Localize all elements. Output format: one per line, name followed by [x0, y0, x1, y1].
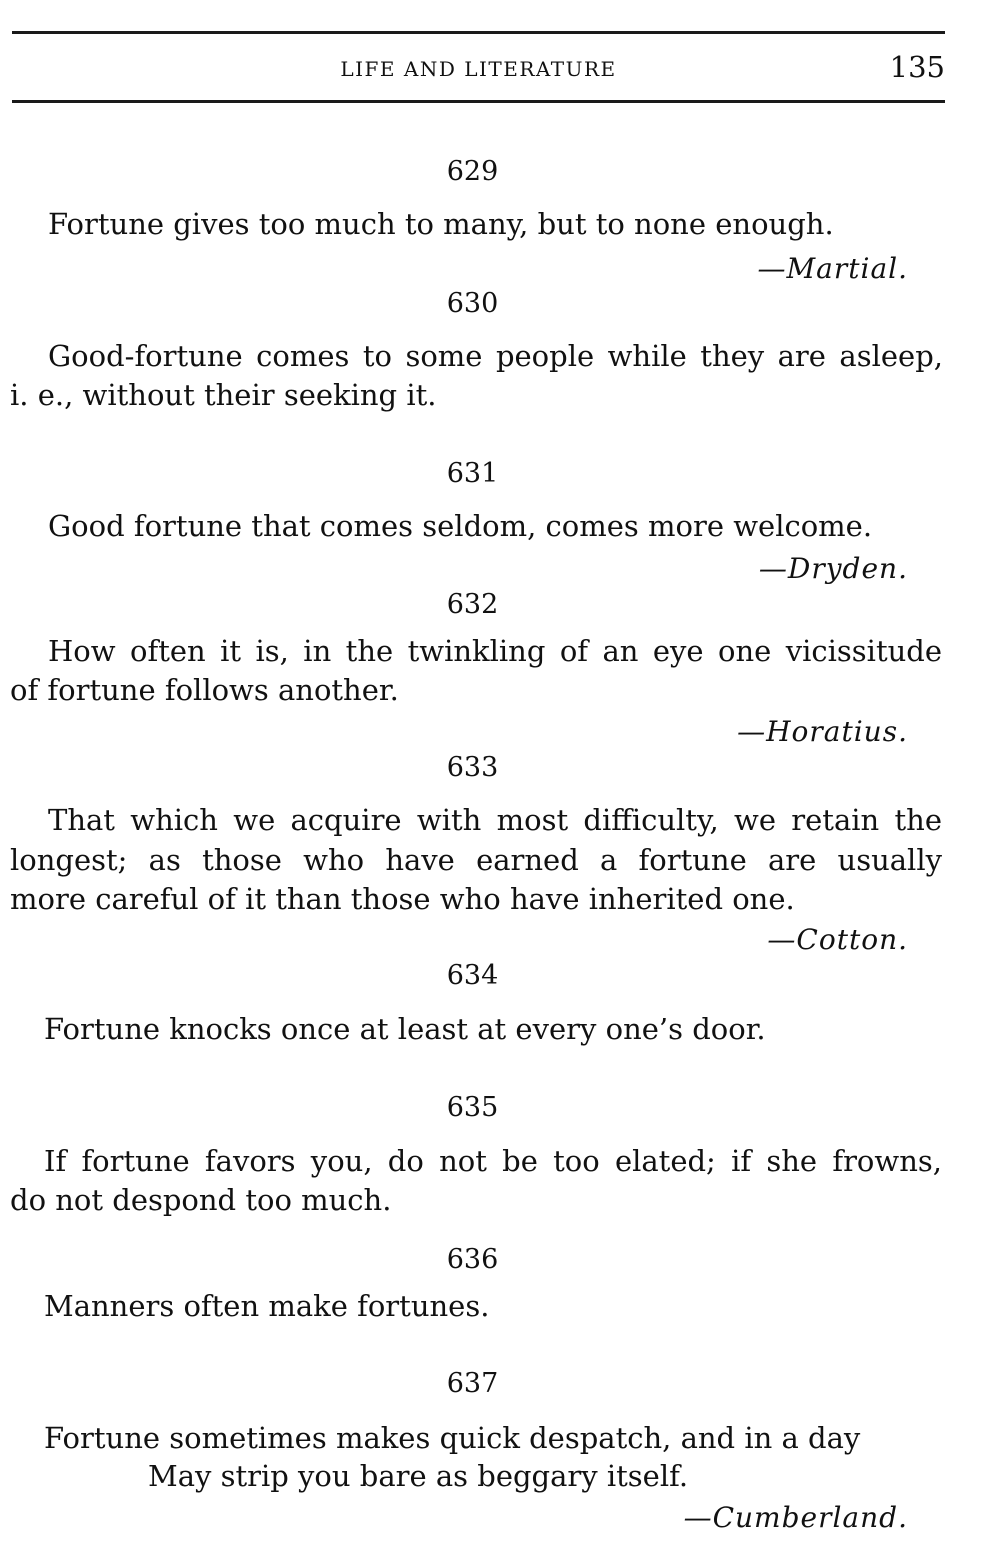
- entry-632-attribution: —Horatius.: [737, 715, 908, 748]
- header-bottom-rule: [12, 100, 945, 103]
- entry-630-line-1: Good-fortune comes to some people while they are asleep,: [48, 339, 943, 373]
- entry-number-634: 634: [446, 960, 499, 991]
- running-title: LIFE AND LITERATURE: [340, 57, 617, 81]
- entry-631-line-1: Good fortune that comes seldom, comes more welcome.: [48, 509, 873, 543]
- entry-633-line-1: That which we acquire with most difficulty, we retain the: [48, 803, 942, 837]
- entry-number-637: 637: [446, 1368, 499, 1399]
- entry-number-636: 636: [446, 1244, 499, 1275]
- entry-number-630: 630: [446, 288, 499, 319]
- entry-634-line-1: Fortune knocks once at least at every one’s door.: [44, 1012, 766, 1046]
- entry-number-631: 631: [446, 458, 499, 489]
- entry-630-line-2: i. e., without their seeking it.: [10, 378, 437, 412]
- entry-637-line-2: May strip you bare as beggary itself.: [148, 1459, 689, 1493]
- entry-635-line-1: If fortune favors you, do not be too elated; if she frowns,: [44, 1144, 942, 1178]
- entry-637-line-1: Fortune sometimes makes quick despatch, and in a day: [44, 1421, 861, 1455]
- entry-number-633: 633: [446, 752, 499, 783]
- entry-number-629: 629: [446, 156, 499, 187]
- entry-635-line-2: do not despond too much.: [10, 1183, 392, 1217]
- running-head: [12, 50, 945, 85]
- entry-629-attribution: —Martial.: [757, 252, 908, 285]
- entry-632-line-1: How often it is, in the twinkling of an eye one vicissitude: [48, 634, 942, 668]
- page-number: 135: [889, 50, 945, 84]
- entry-number-635: 635: [446, 1092, 499, 1123]
- entry-632-line-2: of fortune follows another.: [10, 673, 399, 707]
- entry-636-line-1: Manners often make fortunes.: [44, 1289, 490, 1323]
- entry-633-attribution: —Cotton.: [767, 923, 908, 956]
- header-top-rule: [12, 31, 945, 34]
- entry-637-attribution: —Cumberland.: [683, 1501, 908, 1534]
- entry-629-line-1: Fortune gives too much to many, but to none enough.: [48, 207, 834, 241]
- entry-631-attribution: —Dryden.: [758, 552, 908, 585]
- entry-number-632: 632: [446, 589, 499, 620]
- entry-633-line-2: longest; as those who have earned a fortune are usually: [10, 843, 942, 877]
- entry-633-line-3: more careful of it than those who have inherited one.: [10, 882, 795, 916]
